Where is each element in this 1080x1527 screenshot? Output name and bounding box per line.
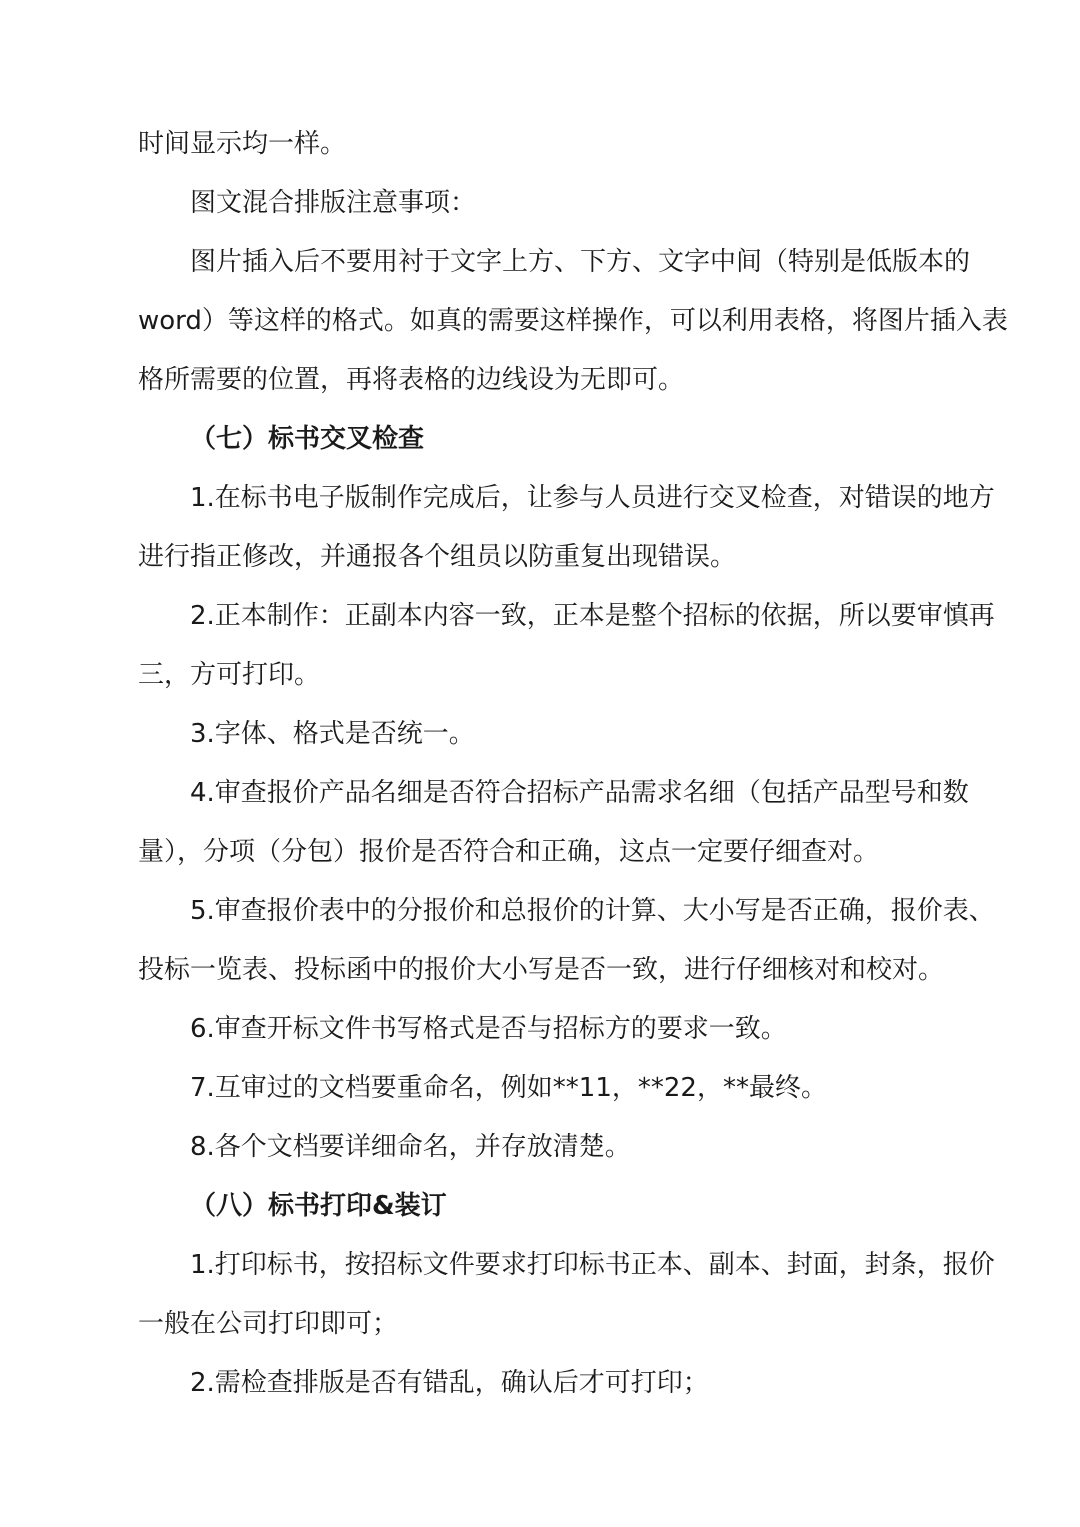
paragraph-line: 投标一览表、投标函中的报价大小写是否一致，进行仔细核对和校对。 xyxy=(138,955,945,985)
paragraph-line: 时间显示均一样。 xyxy=(138,129,347,159)
paragraph-line: 量），分项（分包）报价是否符合和正确，这点一定要仔细查对。 xyxy=(138,837,880,867)
section-heading: （八）标书打印&装订 xyxy=(190,1191,447,1221)
paragraph-line: word）等这样的格式。如真的需要这样操作，可以利用表格，将图片插入表 xyxy=(138,306,1008,336)
paragraph-line: 1.打印标书，按招标文件要求打印标书正本、副本、封面，封条，报价 xyxy=(190,1250,995,1280)
paragraph-line: 6.审查开标文件书写格式是否与招标方的要求一致。 xyxy=(190,1014,787,1044)
paragraph-line: 5.审查报价表中的分报价和总报价的计算、大小写是否正确，报价表、 xyxy=(190,896,995,926)
paragraph-line: 三，方可打印。 xyxy=(138,660,321,690)
paragraph-line: 7.互审过的文档要重命名，例如**11，**22，**最终。 xyxy=(190,1073,827,1103)
section-heading: （七）标书交叉检查 xyxy=(190,424,425,454)
paragraph-line: 4.审查报价产品名细是否符合招标产品需求名细（包括产品型号和数 xyxy=(190,778,969,808)
paragraph-line: 进行指正修改，并通报各个组员以防重复出现错误。 xyxy=(138,542,737,572)
paragraph-line: 1.在标书电子版制作完成后，让参与人员进行交叉检查，对错误的地方 xyxy=(190,483,995,513)
paragraph-line: 2.需检查排版是否有错乱，确认后才可打印； xyxy=(190,1368,709,1398)
paragraph-line: 8.各个文档要详细命名，并存放清楚。 xyxy=(190,1132,631,1162)
paragraph-line: 图文混合排版注意事项： xyxy=(190,188,477,218)
paragraph-line: 格所需要的位置，再将表格的边线设为无即可。 xyxy=(138,365,685,395)
paragraph-line: 3.字体、格式是否统一。 xyxy=(190,719,475,749)
paragraph-line: 一般在公司打印即可； xyxy=(138,1309,399,1339)
paragraph-line: 2.正本制作：正副本内容一致，正本是整个招标的依据，所以要审慎再 xyxy=(190,601,995,631)
paragraph-line: 图片插入后不要用衬于文字上方、下方、文字中间（特别是低版本的 xyxy=(190,247,971,277)
